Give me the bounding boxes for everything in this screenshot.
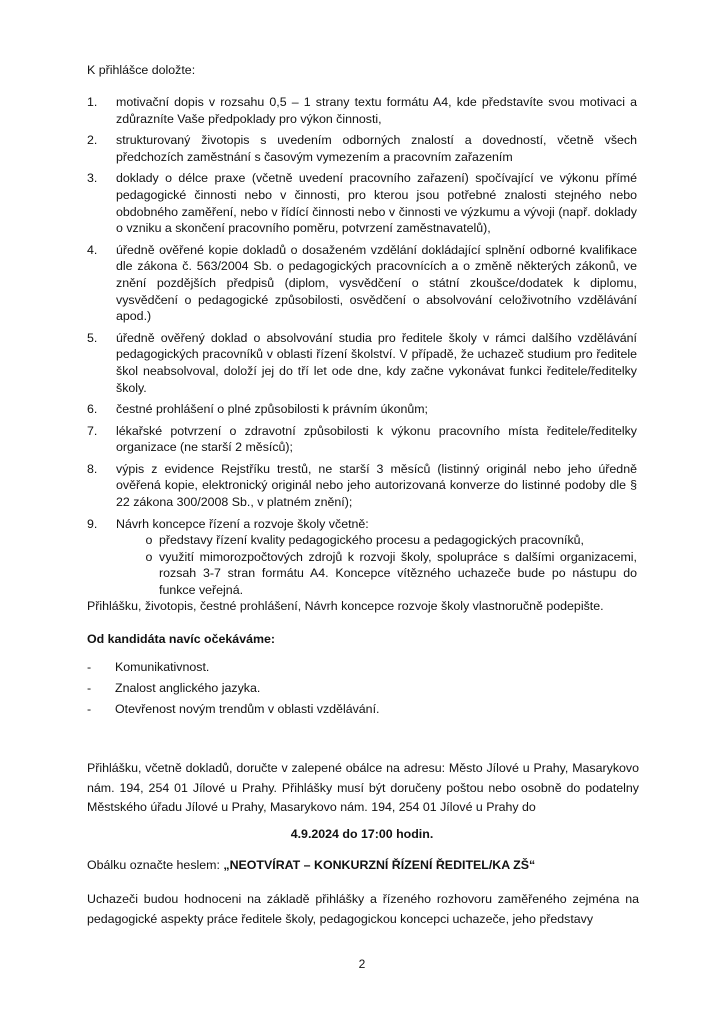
evaluation-paragraph: Uchazeči budou hodnoceni na základě přihlášky a řízeného rozhovoru zaměřeného zejména na pedagogické aspekty práce ředitele školy, pedagogickou koncepci uchazeče, jeho představy — [87, 892, 639, 926]
item-text: doklady o délce praxe (včetně uvedení pracovního zařazení) spočívající ve výkonu přímé pedagogické činnosti nebo v činnosti, pro kterou jsou potřebné znalosti stejného nebo obdobného zaměření, nebo v řídící činnosti nebo v činnosti ve výzkumu a vývoji (např. doklady o vzniku a skončení pracovního poměru, potvrzení zaměstnavatelů), — [116, 171, 637, 236]
list-item — [87, 461, 637, 511]
circle-bullet-icon: o — [145, 533, 153, 548]
list-item — [87, 401, 637, 418]
sub-list-item — [139, 532, 637, 549]
item-text: lékařské potvrzení o zdravotní způsobilosti k výkonu pracovního místa ředitele/ředitelky organizace (ne starší 2 měsíců); — [116, 423, 637, 455]
expectations-heading: Od kandidáta navíc očekáváme: — [87, 632, 276, 646]
sub-item-text: využití mimorozpočtových zdrojů k rozvoji školy, spolupráce s dalšími organizacemi, rozsah 3-7 stran formátu A4. Koncepce vítězného uchazeče bude po nástupu do funkce veřejná. — [159, 549, 637, 598]
item-text: výpis z evidence Rejstříku trestů, ne starší 3 měsíců (listinný originál nebo jeho úředně ověřená kopie, elektronický originál nebo jeho autorizovaná konverze do listinné podoby dle § 22 zákona 300/2008 Sb., v platném znění); — [116, 461, 637, 510]
envelope-prefix: Obálku označte heslem: — [87, 858, 224, 872]
item-number: 3. — [87, 171, 98, 186]
expectation-text: Komunikativnost. — [115, 660, 210, 674]
list-item — [87, 516, 637, 533]
dash-bullet-icon: - — [87, 702, 92, 716]
sub-item-text: představy řízení kvality pedagogického procesu a pedagogických pracovníků, — [159, 533, 584, 548]
list-item — [87, 701, 379, 722]
dash-bullet-icon: - — [87, 660, 92, 674]
expectation-text: Znalost anglického jazyka. — [115, 681, 261, 695]
item-number: 7. — [87, 423, 98, 438]
list-item — [87, 330, 637, 396]
list-item — [87, 170, 637, 236]
item-text: motivační dopis v rozsahu 0,5 – 1 strany textu formátu A4, kde představíte svou motivaci a zdůrazníte Vaše předpoklady pro výkon činnosti, — [116, 95, 637, 126]
item-text: úředně ověřený doklad o absolvování studia pro ředitele školy v rámci dalšího vzdělávání pedagogických pracovníků v oblasti řízení školství. V případě, že uchazeč studium pro ředitele škol neabsolvoval, doloží jej do tří let ode dne, kdy začne vykonávat funkci ředitele/ředitelky školy. — [116, 330, 637, 395]
item-number: 1. — [87, 95, 98, 109]
envelope-code: „NEOTVÍRAT – KONKURZNÍ ŘÍZENÍ ŘEDITEL/KA ZŠ“ — [223, 858, 536, 872]
list-item — [87, 242, 637, 325]
envelope-label-note — [87, 857, 535, 874]
expectation-text: Otevřenost novým trendům v oblasti vzdělávání. — [115, 702, 380, 716]
sub-list-item — [139, 549, 637, 599]
signature-note: Přihlášku, životopis, čestné prohlášení, Návrh koncepce rozvoje školy vlastnoručně podepište. — [87, 599, 604, 613]
page-number: 2 — [358, 957, 366, 971]
circle-bullet-icon: o — [145, 549, 153, 564]
dash-bullet-icon: - — [87, 681, 92, 695]
item-text: strukturovaný životopis s uvedením odborných znalostí a dovedností, včetně všech předchozích zaměstnání s časovým vymezením a pracovním zařazením — [116, 133, 637, 164]
attachments-list — [87, 94, 637, 599]
item-text: čestné prohlášení o plné způsobilosti k právním úkonům; — [116, 402, 429, 417]
item-number: 6. — [87, 402, 98, 417]
item-number: 8. — [87, 461, 98, 476]
list-item — [87, 659, 379, 680]
item-number: 9. — [87, 516, 98, 531]
item-text: Návrh koncepce řízení a rozvoje školy včetně: — [116, 516, 369, 531]
deadline: 4.9.2024 do 17:00 hodin. — [290, 827, 434, 841]
list-item — [87, 132, 637, 165]
item-number: 2. — [87, 133, 98, 148]
list-item — [87, 94, 637, 127]
list-item — [87, 423, 637, 456]
item-number: 4. — [87, 242, 98, 257]
list-item — [87, 680, 379, 701]
attachments-intro: K přihlášce doložte: — [87, 63, 196, 77]
item-number: 5. — [87, 330, 98, 345]
delivery-instructions: Přihlášku, včetně dokladů, doručte v zalepené obálce na adresu: Město Jílové u Prahy, Masarykovo nám. 194, 254 01 Jílové u Prahy. Přihlášky musí být doručeny poštou nebo osobně do podatelny Městského úřadu Jílové u Prahy, Masarykovo nám. 194, 254 01 Jílové u Prahy do — [87, 761, 639, 815]
expectations-list — [87, 659, 379, 722]
item-text: úředně ověřené kopie dokladů o dosaženém vzdělání dokládající splnění odborné kvalifikace dle zákona č. 563/2004 Sb. o pedagogických pracovnících a o změně některých zákonů, ve znění pozdějších předpisů (diplom, vysvědčení o státní zkoušce/dodatek k diplomu, vysvědčení o pedagogické způsobilosti, osvědčení o absolvování celoživotního vzdělávání apod.) — [116, 242, 637, 324]
